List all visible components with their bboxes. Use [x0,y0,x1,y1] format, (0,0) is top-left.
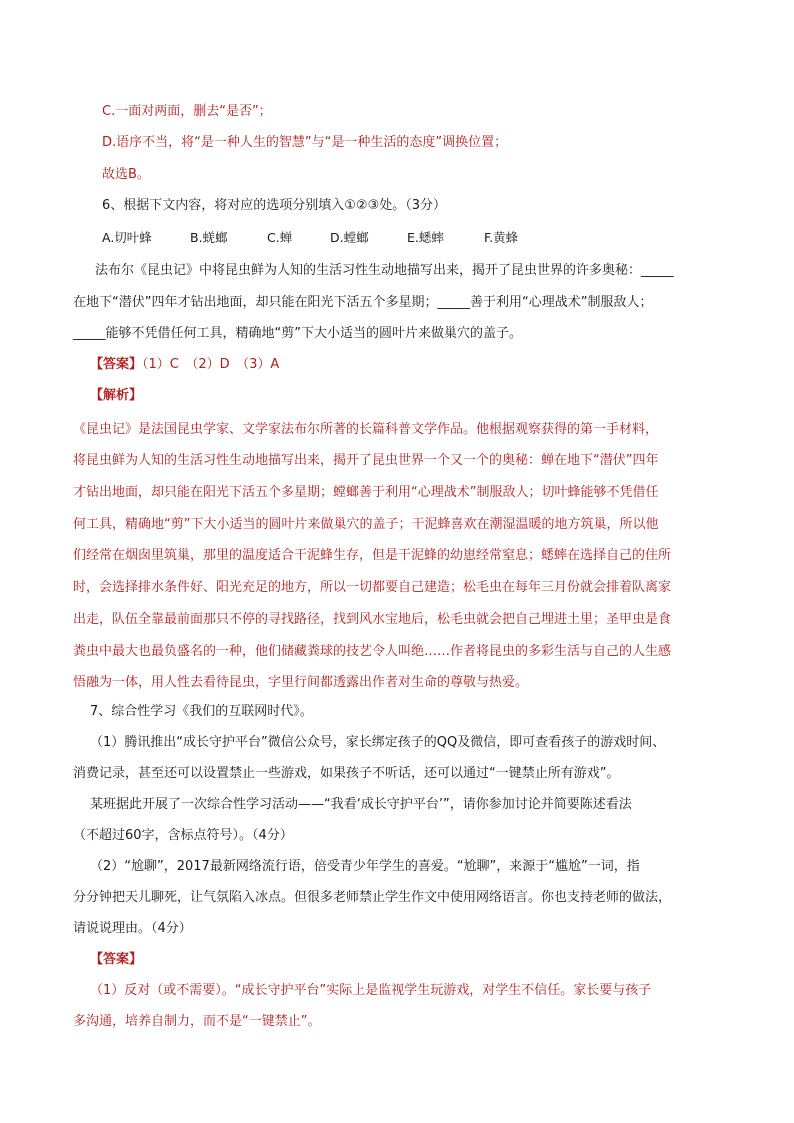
answer-line-c: C.一面对两面，删去“是否”； [102,104,272,119]
q6-analysis-line-4: 何工具，精确地“剪”下大小适当的圆叶片来做巢穴的盖子；干泥蜂喜欢在潮湿温暖的地方筑巢，所以他 [73,517,659,532]
q7-part2-line-1: （2）“尬聊”，2017最新网络流行语，倍受青少年学生的喜爱。“尬聊”，来源于“尴尬”一词，指 [90,859,640,874]
question-7-stem: 7、综合性学习《我们的互联网时代》。 [90,704,313,719]
q6-analysis-line-9: 悟融为一体，用人性去看待昆虫，字里行间都透露出作者对生命的尊敬与热爱。 [73,675,529,690]
q6-option-c: C.蝉 [267,230,293,245]
answer-conclusion: 故选B。 [102,167,150,182]
q6-analysis-line-8: 粪虫中最大也最负盛名的一种，他们储藏粪球的技艺令人叫绝……作者将昆虫的多彩生活与自己的人生感 [73,644,672,659]
q7-part1-task-line-2: （不超过60字，含标点符号）。（4分） [73,828,293,843]
q7-part1-task-line-1: 某班据此开展了一次综合性学习活动——“我看‘成长守护平台’”，请你参加讨论并简要陈述看法 [90,797,632,812]
q6-passage-line-3: _____能够不凭借任何工具，精确地“剪”下大小适当的圆叶片来做巢穴的盖子。 [73,326,522,341]
q6-option-a: A.切叶蜂 [102,230,152,245]
q6-passage-line-1: 法布尔《昆虫记》中将昆虫鲜为人知的生活习性生动地描写出来，揭开了昆虫世界的许多奥秘：_____ [95,263,674,278]
q6-option-f: F.黄蜂 [484,230,519,245]
question-6-stem: 6、根据下文内容，将对应的选项分别填入①②③处。（3分） [102,198,447,213]
q6-answer-text: （1）C （2）D （3）A [142,357,280,372]
q6-option-b: B.蜣螂 [190,230,228,245]
q7-answer-line-2: 多沟通，培养自制力，而不是“一键禁止”。 [73,1014,321,1029]
q6-analysis-line-2: 将昆虫鲜为人知的生活习性生动地描写出来，揭开了昆虫世界一个又一个的奥秘：蝉在地下“潜伏”四年 [73,453,659,468]
q6-answer [90,356,279,374]
q7-answer-tag: 【答案】 [90,952,143,967]
q6-analysis-line-7: 出走，队伍全靠最前面那只不停的寻找路径，找到风水宝地后，松毛虫就会把自己埋进土里；圣甲虫是食 [73,612,672,627]
q6-passage-line-2: 在地下“潜伏”四年才钻出地面，却只能在阳光下活五个多星期；_____善于利用“心理战术”制服敌人； [73,295,653,310]
q6-analysis-line-3: 才钻出地面，却只能在阳光下活五个多星期；螳螂善于利用“心理战术”制服敌人；切叶蜂能够不凭借任 [73,485,659,500]
q7-part1-line-1: （1）腾讯推出“成长守护平台”微信公众号，家长绑定孩子的QQ及微信，即可查看孩子的游戏时间、 [90,735,666,750]
q7-part2-line-2: 分分钟把天儿聊死，让气氛陷入冰点。但很多老师禁止学生作文中使用网络语言。你也支持老师的做法， [73,890,672,905]
q7-part2-line-3: 请说说理由。（4分） [73,921,192,936]
answer-line-d: D.语序不当，将“是一种人生的智慧”与“是一种生活的态度”调换位置； [102,135,508,150]
q6-option-d: D.螳螂 [330,230,369,245]
q6-answer-tag: 【答案】 [90,357,143,372]
q7-part1-line-2: 消费记录，甚至还可以设置禁止一些游戏，如果孩子不听话，还可以通过“一键禁止所有游戏”。 [73,766,620,781]
q6-analysis-line-6: 时，会选择排水条件好、阳光充足的地方，所以一切都要自己建造；松毛虫在每年三月份就会排着队离家 [73,580,672,595]
q6-analysis-line-1: 《昆虫记》是法国昆虫学家、文学家法布尔所著的长篇科普文学作品。他根据观察获得的第一手材料， [73,422,659,437]
q6-option-e: E.蟋蟀 [407,230,444,245]
q7-answer-line-1: （1）反对（或不需要）。“成长守护平台”实际上是监视学生玩游戏，对学生不信任。家长要与孩子 [90,983,652,998]
q6-analysis-tag: 【解析】 [90,388,143,403]
q6-analysis-line-5: 们经常在烟囱里筑巢，那里的温度适合干泥蜂生存，但是干泥蜂的幼崽经常窒息；蟋蟀在选择自己的住所 [73,548,672,563]
